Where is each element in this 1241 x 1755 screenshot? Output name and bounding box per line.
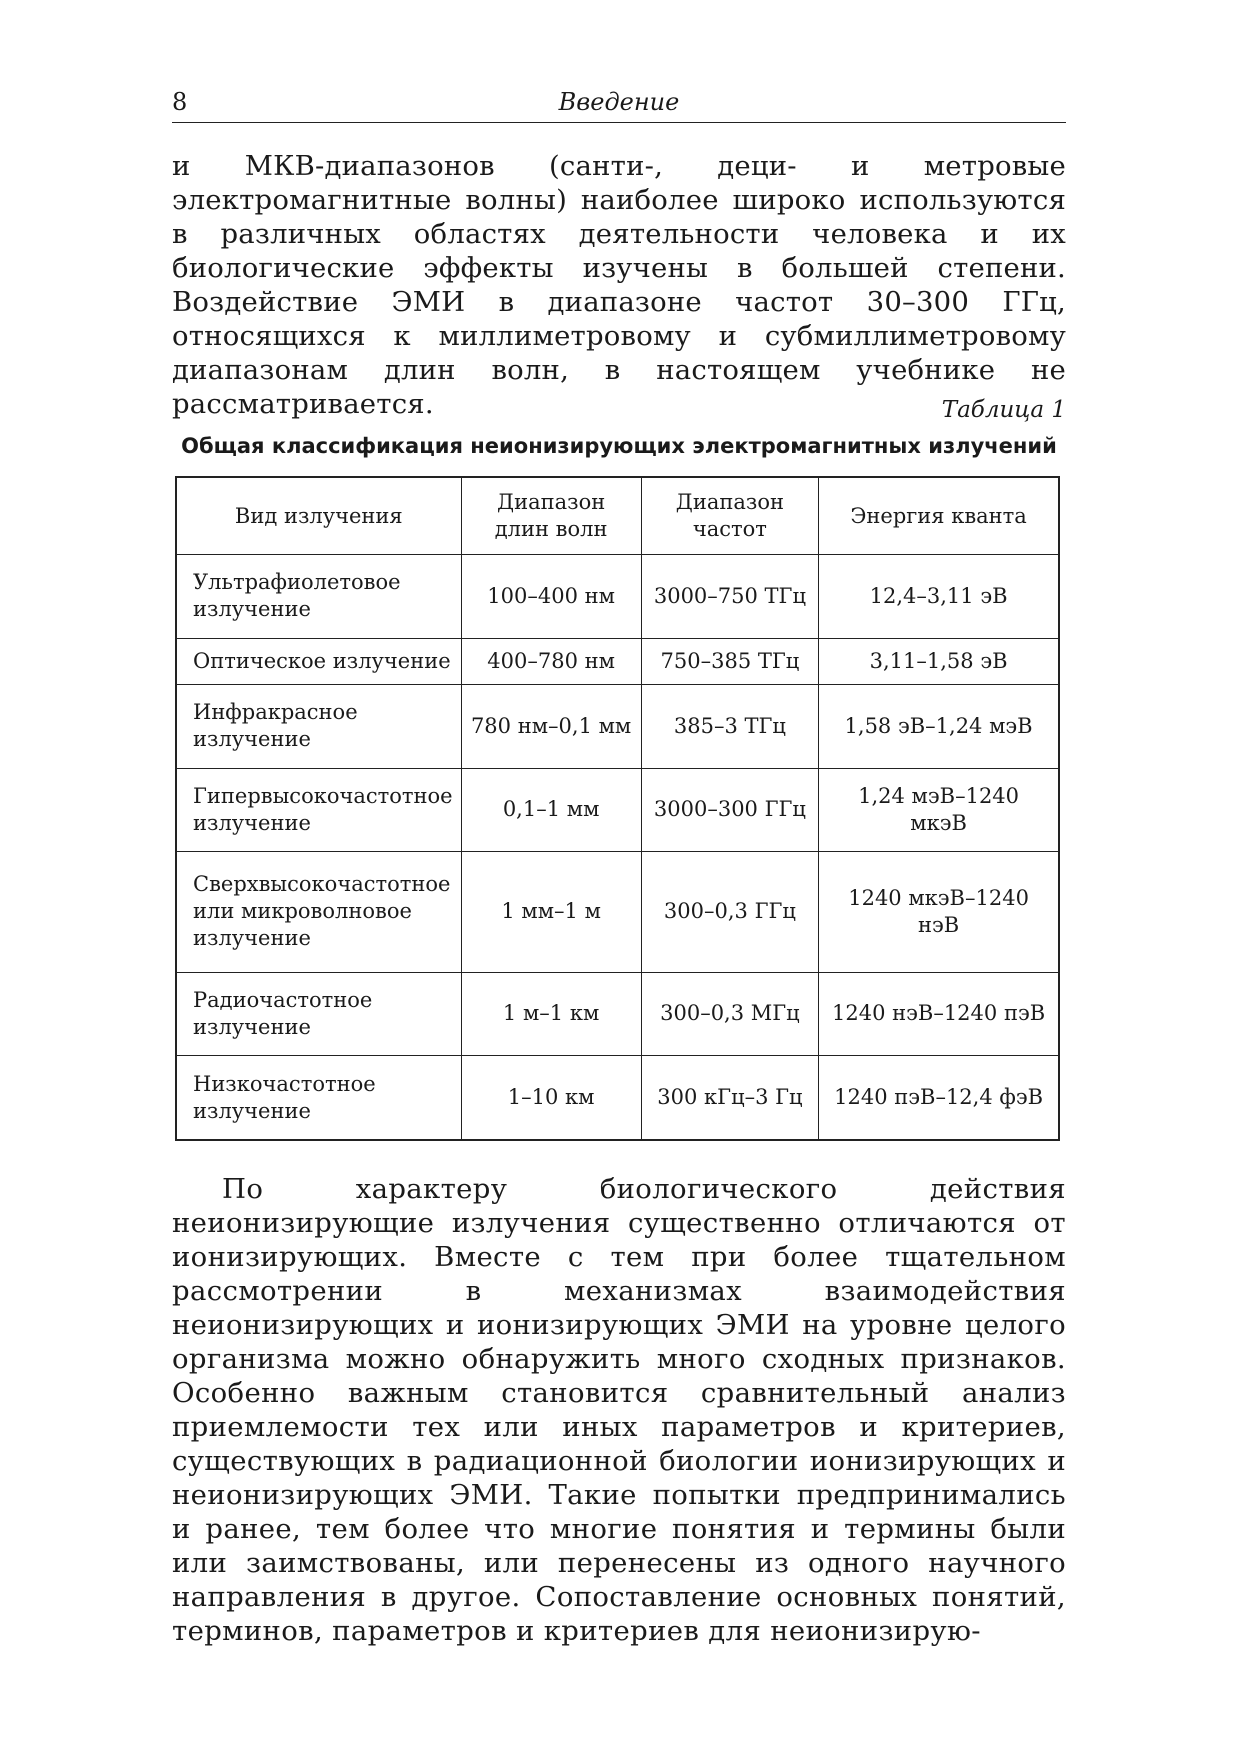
column-header: Вид излучения [176, 477, 461, 555]
table-row [176, 972, 1059, 1056]
wavelength-cell: 400–780 нм [461, 638, 641, 685]
radiation-type-cell: Оптическое излучение [176, 638, 461, 685]
frequency-cell: 3000–750 ТГц [641, 555, 819, 639]
frequency-cell: 300 кГц–3 Гц [641, 1056, 819, 1140]
frequency-cell: 385–3 ТГц [641, 685, 819, 769]
wavelength-cell: 1–10 км [461, 1056, 641, 1140]
column-header: Диапазон частот [641, 477, 819, 555]
radiation-type-cell: Инфракрасное излучение [176, 685, 461, 769]
paragraph-biological-action: По характеру биологического действия неионизирующие излучения существенно отличаются от ионизирующих. Вместе с тем при более тщательном рассмотрении в механизмах взаимодействия неионизирующих и ионизирующих ЭМИ на уровне целого организма можно обнаружить много сходных признаков. Особенно важным становится сравнительный анализ приемлемости тех или иных параметров и критериев, существующих в радиационной биологии ионизирующих и неионизирующих ЭМИ. Такие попытки предпринимались и ранее, тем более что многие понятия и термины были или заимствованы, или перенесены из одного научного направления в другое. Сопоставление основных понятий, терминов, параметров и критериев для неионизирую- [172, 1173, 1066, 1647]
table-row [176, 685, 1059, 769]
energy-cell: 12,4–3,11 эВ [819, 555, 1059, 639]
table-row [176, 1056, 1059, 1140]
running-head [172, 88, 1066, 123]
classification-table [175, 476, 1060, 1141]
radiation-type-cell: Радиочастотное излучение [176, 972, 461, 1056]
energy-cell: 1240 нэВ–1240 пэВ [819, 972, 1059, 1056]
radiation-type-cell: Ультрафиолетовое излучение [176, 555, 461, 639]
wavelength-cell: 0,1–1 мм [461, 768, 641, 852]
wavelength-cell: 100–400 нм [461, 555, 641, 639]
energy-cell: 1240 пэВ–12,4 фэВ [819, 1056, 1059, 1140]
wavelength-cell: 780 нм–0,1 мм [461, 685, 641, 769]
frequency-cell: 300–0,3 ГГц [641, 852, 819, 973]
table-row [176, 852, 1059, 973]
frequency-cell: 300–0,3 МГц [641, 972, 819, 1056]
radiation-type-cell: Низкочастотное излучение [176, 1056, 461, 1140]
page-number: 8 [172, 88, 188, 116]
energy-cell: 1,58 эВ–1,24 мэВ [819, 685, 1059, 769]
wavelength-cell: 1 м–1 км [461, 972, 641, 1056]
running-title: Введение [558, 88, 680, 116]
table-label: Таблица 1 [941, 397, 1066, 423]
table-row [176, 555, 1059, 639]
table-row [176, 638, 1059, 685]
energy-cell: 1240 мкэВ–1240 нэВ [819, 852, 1059, 973]
table-title: Общая классификация неионизирующих электромагнитных излучений [181, 434, 1057, 458]
table-row [176, 768, 1059, 852]
radiation-type-cell: Сверхвысокочастотное или микроволновое излучение [176, 852, 461, 973]
frequency-cell: 750–385 ТГц [641, 638, 819, 685]
column-header: Энергия кванта [819, 477, 1059, 555]
frequency-cell: 3000–300 ГГц [641, 768, 819, 852]
energy-cell: 1,24 мэВ–1240 мкэВ [819, 768, 1059, 852]
wavelength-cell: 1 мм–1 м [461, 852, 641, 973]
table-header-row [176, 477, 1059, 555]
paragraph-intro: и МКВ-диапазонов (санти-, деци- и метровые электромагнитные волны) наиболее широко используются в различных областях деятельности человека и их биологические эффекты изучены в большей степени. Воздействие ЭМИ в диапазоне частот 30–300 ГГц, относящихся к миллиметровому и субмиллиметровому диапазонам длин волн, в настоящем учебнике не рассматривается. [172, 150, 1066, 420]
radiation-type-cell: Гипервысокочастотное излучение [176, 768, 461, 852]
energy-cell: 3,11–1,58 эВ [819, 638, 1059, 685]
column-header: Диапазон длин волн [461, 477, 641, 555]
